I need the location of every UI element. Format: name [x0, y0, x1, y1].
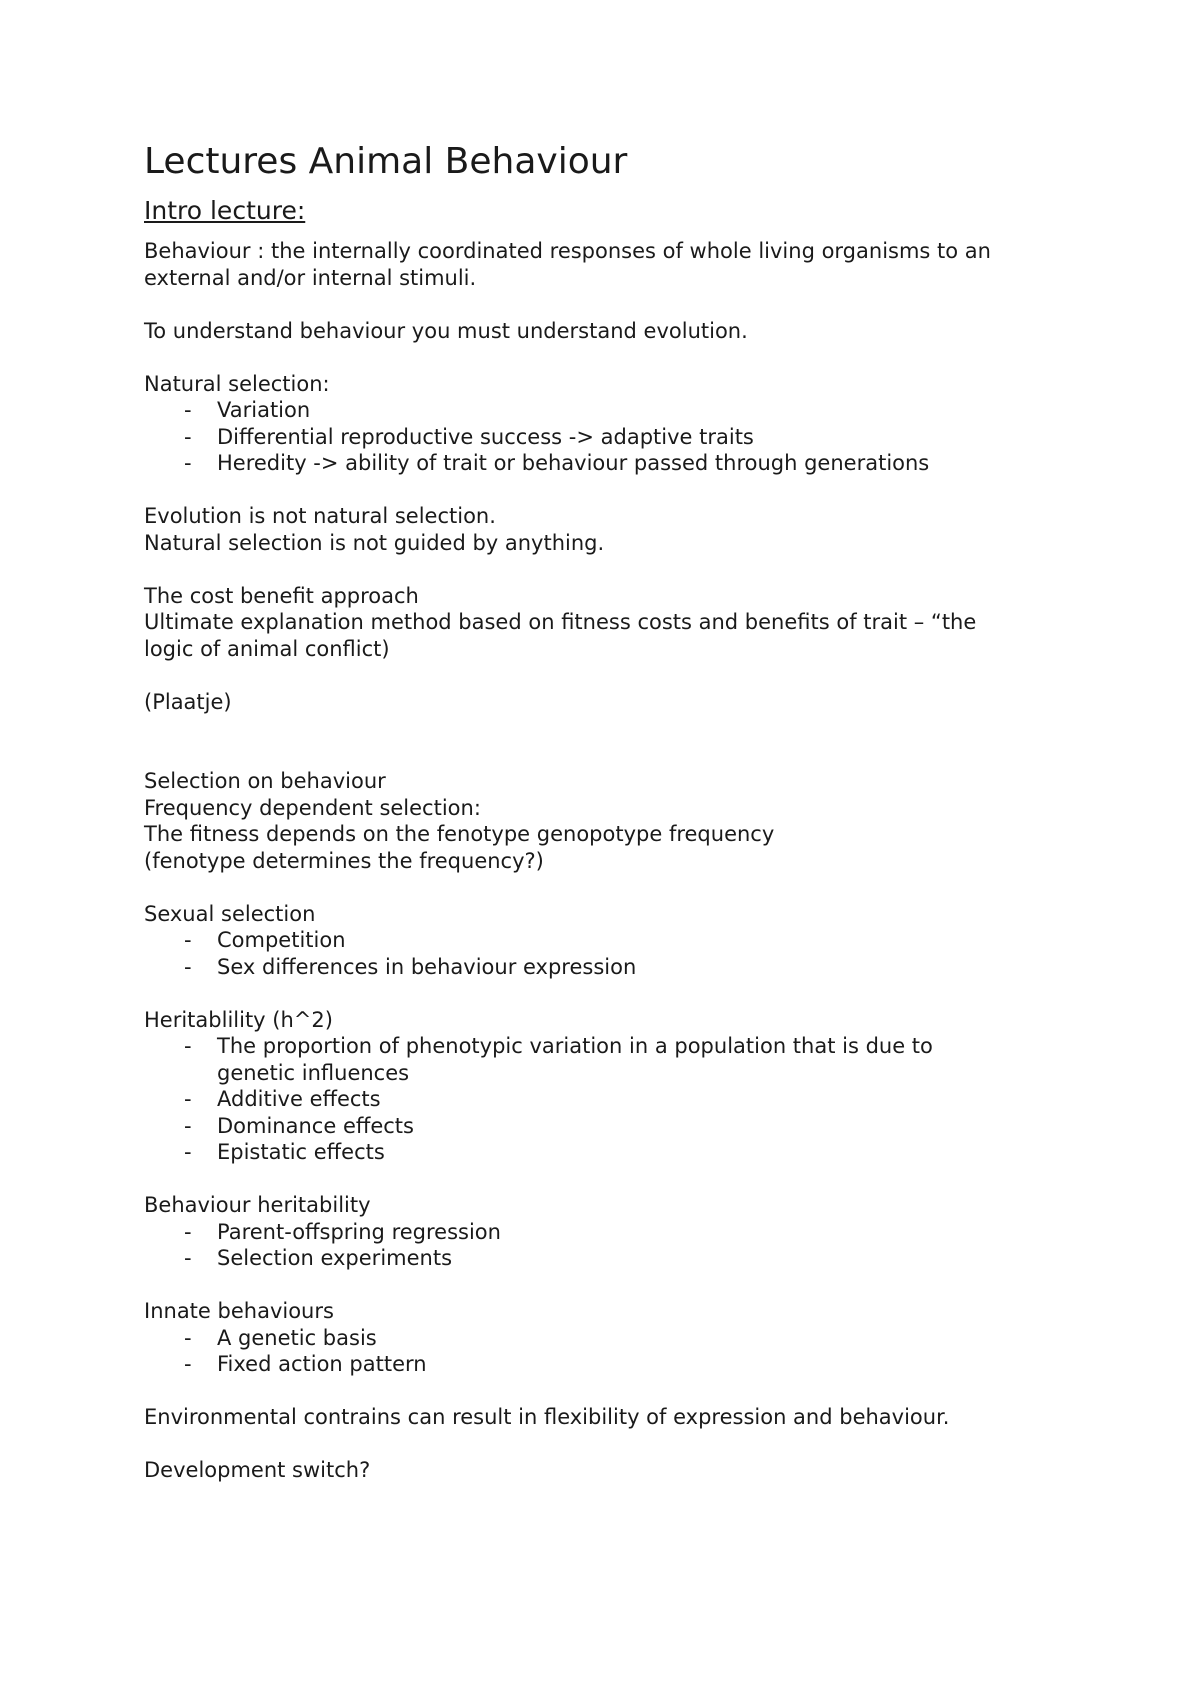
innate-behaviours-list: [144, 1325, 1064, 1378]
section-heading-intro-lecture: Intro lecture:: [144, 196, 306, 225]
environmental-constraints-line: Environmental contrains can result in flexibility of expression and behaviour.: [144, 1405, 950, 1429]
innate-behaviours-heading: Innate behaviours: [144, 1299, 334, 1323]
understand-evolution-line: To understand behaviour you must understand evolution.: [144, 318, 748, 343]
spacer: [144, 556, 1064, 583]
spacer: [144, 291, 1064, 318]
development-switch-line: Development switch?: [144, 1458, 371, 1482]
evolution-line-2: Natural selection is not guided by anything.: [144, 530, 605, 555]
list-item: - Selection experiments: [144, 1245, 1064, 1272]
spacer: [144, 1378, 1064, 1405]
sexual-selection-list: [144, 927, 1064, 980]
behaviour-definition-line-1: Behaviour : the internally coordinated responses of whole living organisms to an: [144, 239, 991, 263]
cost-benefit-heading: The cost benefit approach: [144, 583, 419, 608]
list-item: - Variation: [144, 397, 1064, 424]
natural-selection-list: [144, 397, 1064, 477]
list-item: [144, 1033, 1064, 1086]
natural-selection-heading: Natural selection:: [144, 371, 330, 396]
heritability-list: [144, 1033, 1064, 1166]
behaviour-heritability-list: [144, 1219, 1064, 1272]
list-item: - Differential reproductive success -> adaptive traits: [144, 424, 1064, 451]
evolution-line-1: Evolution is not natural selection.: [144, 504, 496, 528]
spacer: [144, 874, 1064, 901]
behaviour-definition-line-2: external and/or internal stimuli.: [144, 265, 477, 290]
list-item: - Sex differences in behaviour expression: [144, 954, 1064, 981]
document-body: [144, 140, 1064, 1484]
list-item: - Competition: [144, 927, 1064, 954]
heritability-heading: Heritablility (h^2): [144, 1007, 333, 1032]
cost-benefit-line-2: logic of animal conflict): [144, 636, 390, 661]
list-item: - Heredity -> ability of trait or behaviour passed through generations: [144, 450, 1064, 477]
list-item-line-2: genetic influences: [217, 1060, 410, 1085]
spacer: [144, 344, 1064, 371]
sexual-selection-heading: Sexual selection: [144, 901, 316, 926]
frequency-dependent-heading: Frequency dependent selection:: [144, 795, 481, 820]
list-item: - A genetic basis: [144, 1325, 1064, 1352]
list-item: - Fixed action pattern: [144, 1351, 1064, 1378]
list-item: - Parent-offspring regression: [144, 1219, 1064, 1246]
document-title: Lectures Animal Behaviour: [144, 141, 628, 182]
list-item-line-1: The proportion of phenotypic variation in a population that is due to: [217, 1034, 933, 1058]
selection-on-behaviour-heading: Selection on behaviour: [144, 769, 386, 793]
image-placeholder-note: (Plaatje): [144, 689, 232, 714]
spacer: [144, 477, 1064, 504]
cost-benefit-line-1: Ultimate explanation method based on fitness costs and benefits of trait – “the: [144, 610, 977, 634]
list-item: - Epistatic effects: [144, 1139, 1064, 1166]
spacer: [144, 1166, 1064, 1193]
behaviour-heritability-heading: Behaviour heritability: [144, 1193, 371, 1217]
spacer: [144, 715, 1064, 768]
spacer: [144, 1431, 1064, 1458]
frequency-dependent-line-1: The fitness depends on the fenotype genopotype frequency: [144, 822, 775, 846]
list-item: - Additive effects: [144, 1086, 1064, 1113]
spacer: [144, 1272, 1064, 1299]
list-item: - Dominance effects: [144, 1113, 1064, 1140]
spacer: [144, 980, 1064, 1007]
frequency-dependent-line-2: (fenotype determines the frequency?): [144, 848, 544, 873]
spacer: [144, 662, 1064, 689]
